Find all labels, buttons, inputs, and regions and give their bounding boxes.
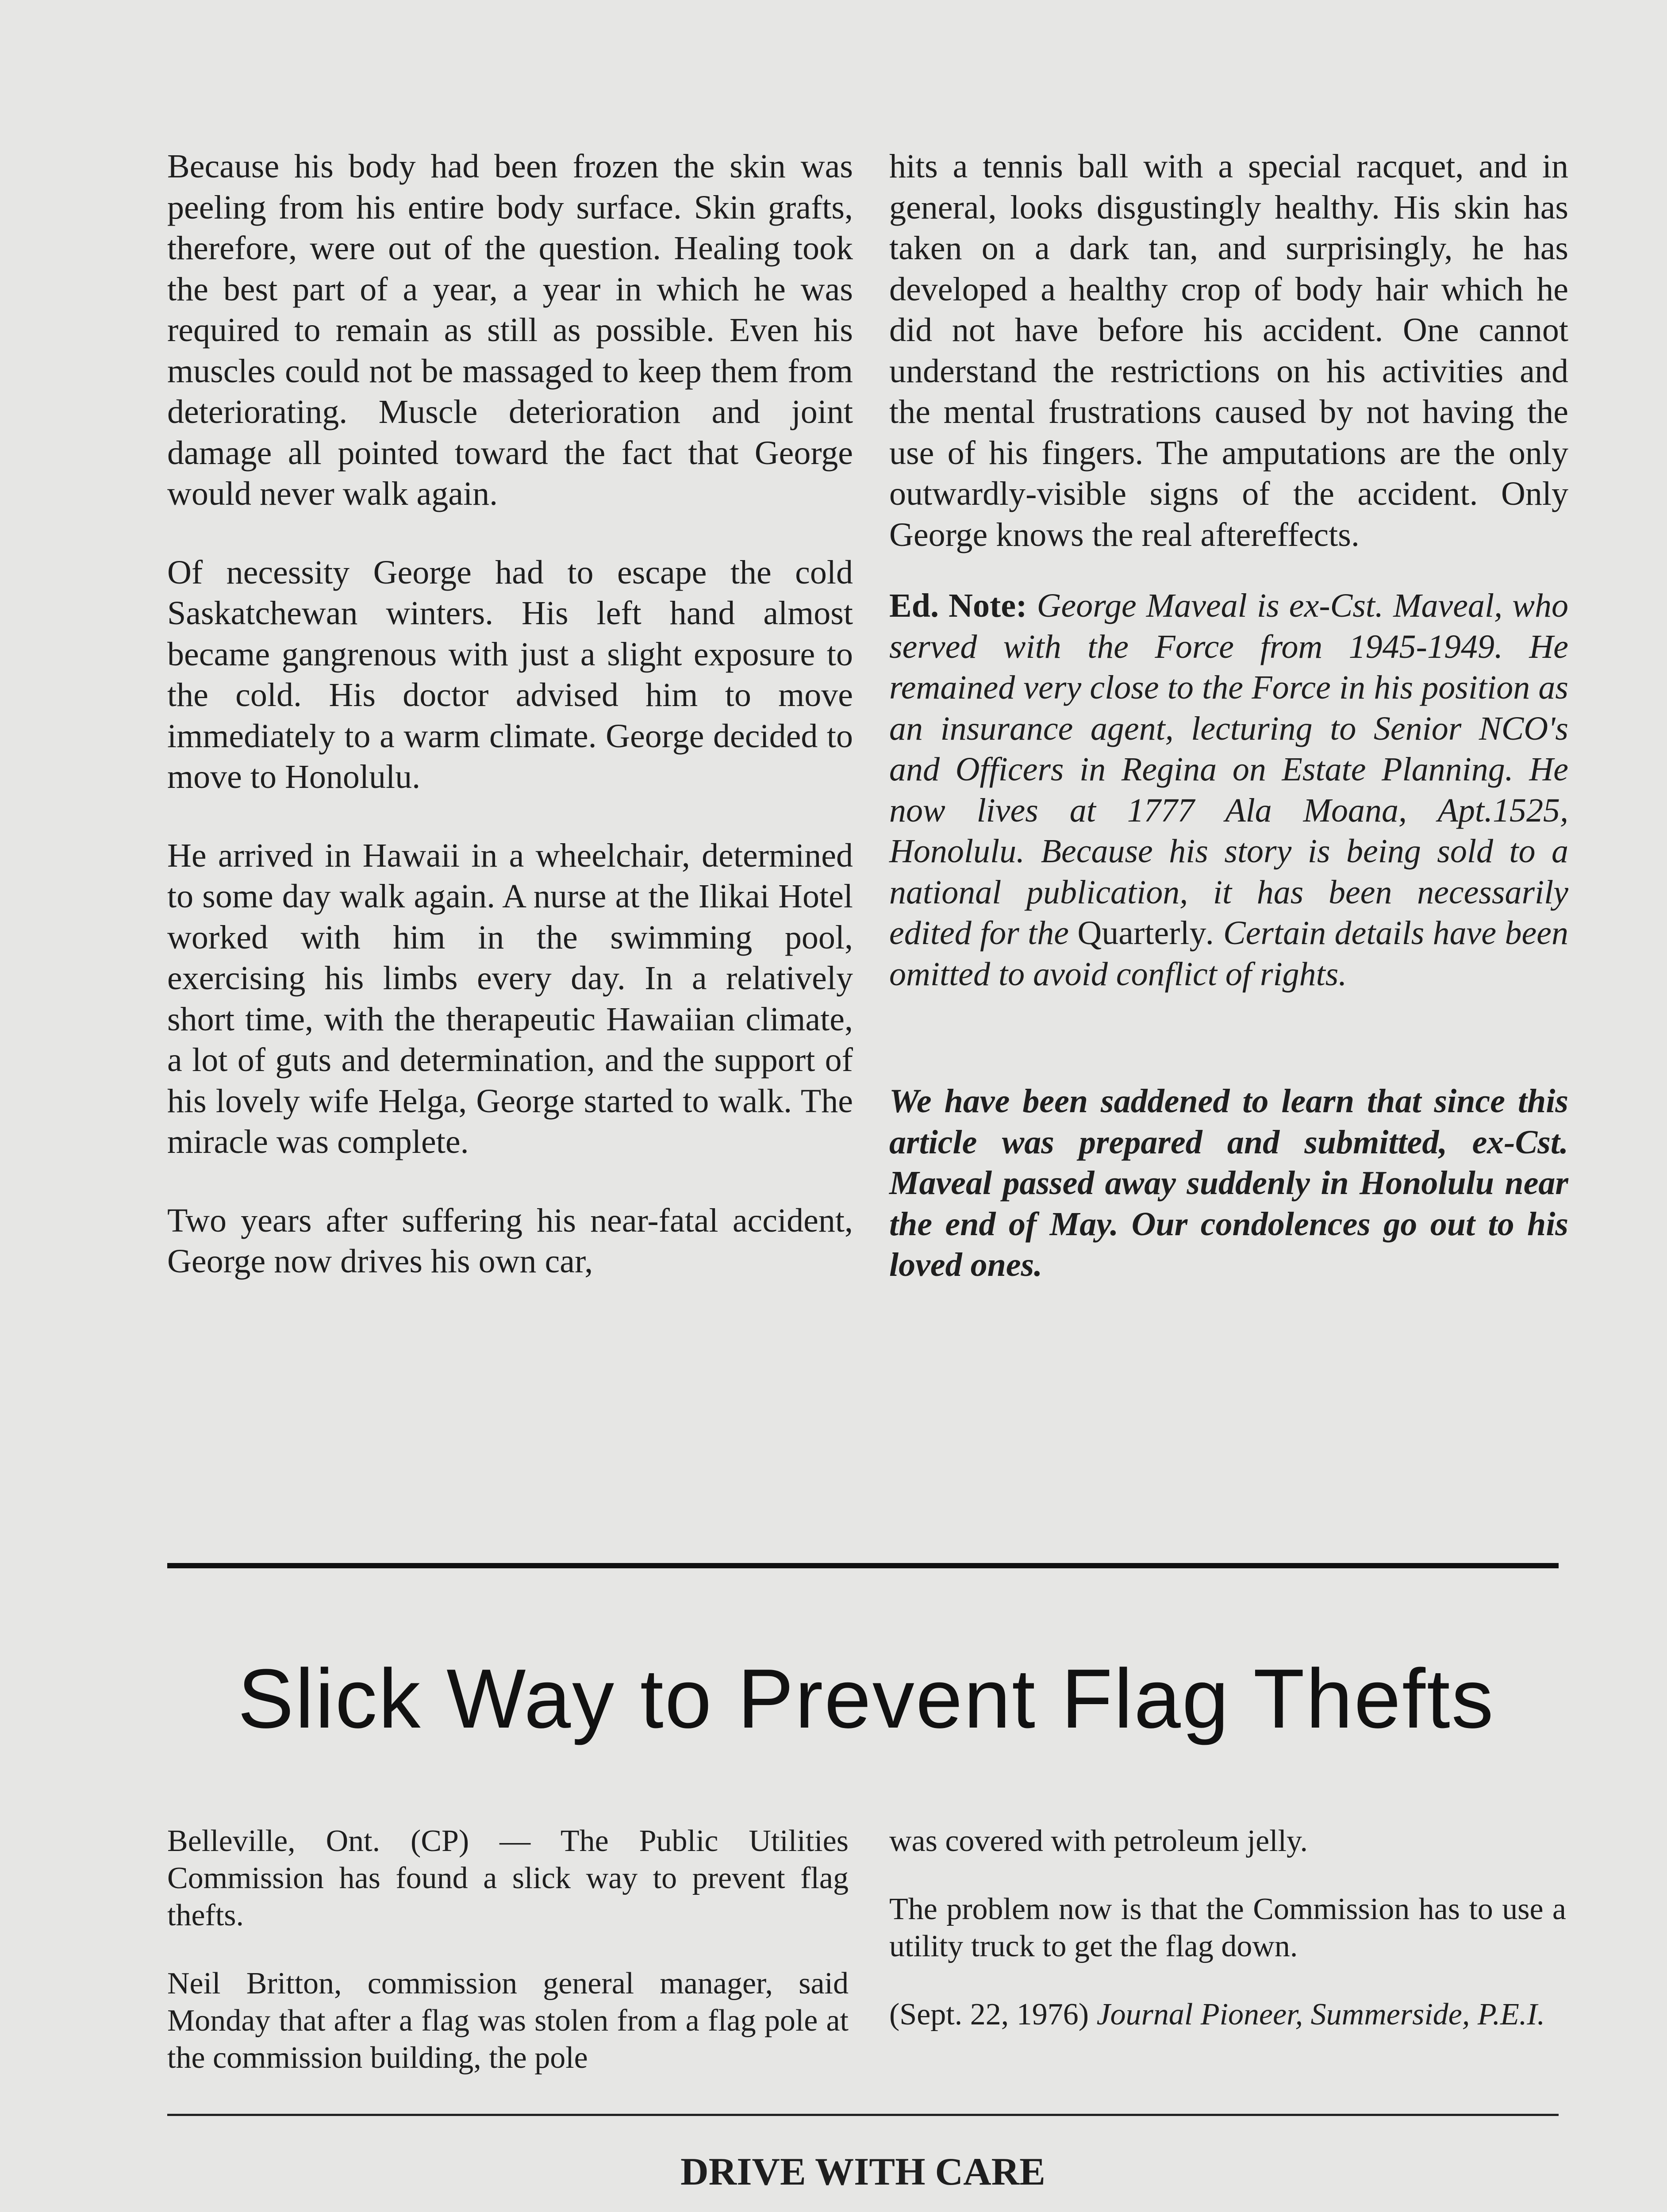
story-right-column <box>889 1823 1566 2033</box>
story-paragraph: was covered with petroleum jelly. <box>889 1824 1308 1858</box>
section-divider-thick <box>167 1563 1559 1568</box>
editor-note-lead: Ed. Note: <box>889 587 1027 624</box>
editor-note <box>889 585 1568 995</box>
article-left-column <box>167 146 853 1282</box>
story-left-column <box>167 1823 849 2077</box>
article-paragraph: Of necessity George had to escape the cold Saskatchewan winters. His left hand almost became gangrenous with just a slight exposure to the cold. His doctor advised him to move immediately to a warm climate. George decided to move to Honolulu. <box>167 553 853 795</box>
article-paragraph: hits a tennis ball with a special racquet, and in general, looks disgustingly healthy. His skin has taken on a dark tan, and surprisingly, he has developed a healthy crop of body hair which he did not have before his accident. One cannot understand the restrictions on his activities and the mental frustrations caused by not having the use of his fingers. The amputations are the only outwardly-visible signs of the accident. Only George knows the real aftereffects. <box>889 148 1568 553</box>
editor-note-text: George Maveal is ex-Cst. Maveal, who served with the Force from 1945-1949. He remained very close to the Force in his position as an insurance agent, lecturing to Senior NCO's and Officers in Regina on Estate Planning. He now lives at 1777 Ala Moana, Apt.1525, Honolulu. Because his story is being sold to a national publication, it has been necessarily edited for the <box>889 587 1568 952</box>
story-paragraph: The problem now is that the Commission has to use a utility truck to get the flag down. <box>889 1892 1566 1963</box>
notice-top-rule <box>167 2114 1559 2116</box>
editor-note-text-end: . Certain details have been omitted to avoid conflict of rights. <box>889 914 1568 993</box>
story-headline: Slick Way to Prevent Flag Thefts <box>238 1652 1495 1746</box>
editor-note-publication: Quarterly <box>1077 914 1206 952</box>
notice-title: DRIVE WITH CARE <box>680 2151 1045 2193</box>
story-paragraph: Belleville, Ont. (CP) — The Public Utilities Commission has found a slick way to prevent flag thefts. <box>167 1824 849 1932</box>
citation-date: (Sept. 22, 1976) <box>889 1997 1089 2032</box>
article-paragraph: He arrived in Hawaii in a wheelchair, determined to some day walk again. A nurse at the Ilikai Hotel worked with him in the swimming pool, exercising his limbs every day. In a relatively short time, with the therapeutic Hawaiian climate, a lot of guts and determination, and the support of his lovely wife Helga, George started to walk. The miracle was complete. <box>167 837 853 1160</box>
article-paragraph: Two years after suffering his near-fatal accident, George now drives his own car, <box>167 1202 853 1280</box>
story-citation <box>889 1996 1566 2033</box>
article-right-column <box>889 146 1568 1286</box>
citation-source: Journal Pioneer, Summerside, P.E.I. <box>1096 1997 1545 2032</box>
article-paragraph: Because his body had been frozen the skin was peeling from his entire body surface. Skin grafts, therefore, were out of the question. Healing took the best part of a year, a year in which he was required to remain as still as possible. Even his muscles could not be massaged to keep them from deteriorating. Muscle deterioration and joint damage all pointed toward the fact that George would never walk again. <box>167 148 853 512</box>
memorial-note: We have been saddened to learn that since this article was prepared and submitted, ex-Cst. Maveal passed away suddenly in Honolulu near the end of May. Our condolences go out to his loved ones. <box>889 1083 1568 1283</box>
story-paragraph: Neil Britton, commission general manager, said Monday that after a flag was stolen from a flag pole at the commission building, the pole <box>167 1966 849 2075</box>
